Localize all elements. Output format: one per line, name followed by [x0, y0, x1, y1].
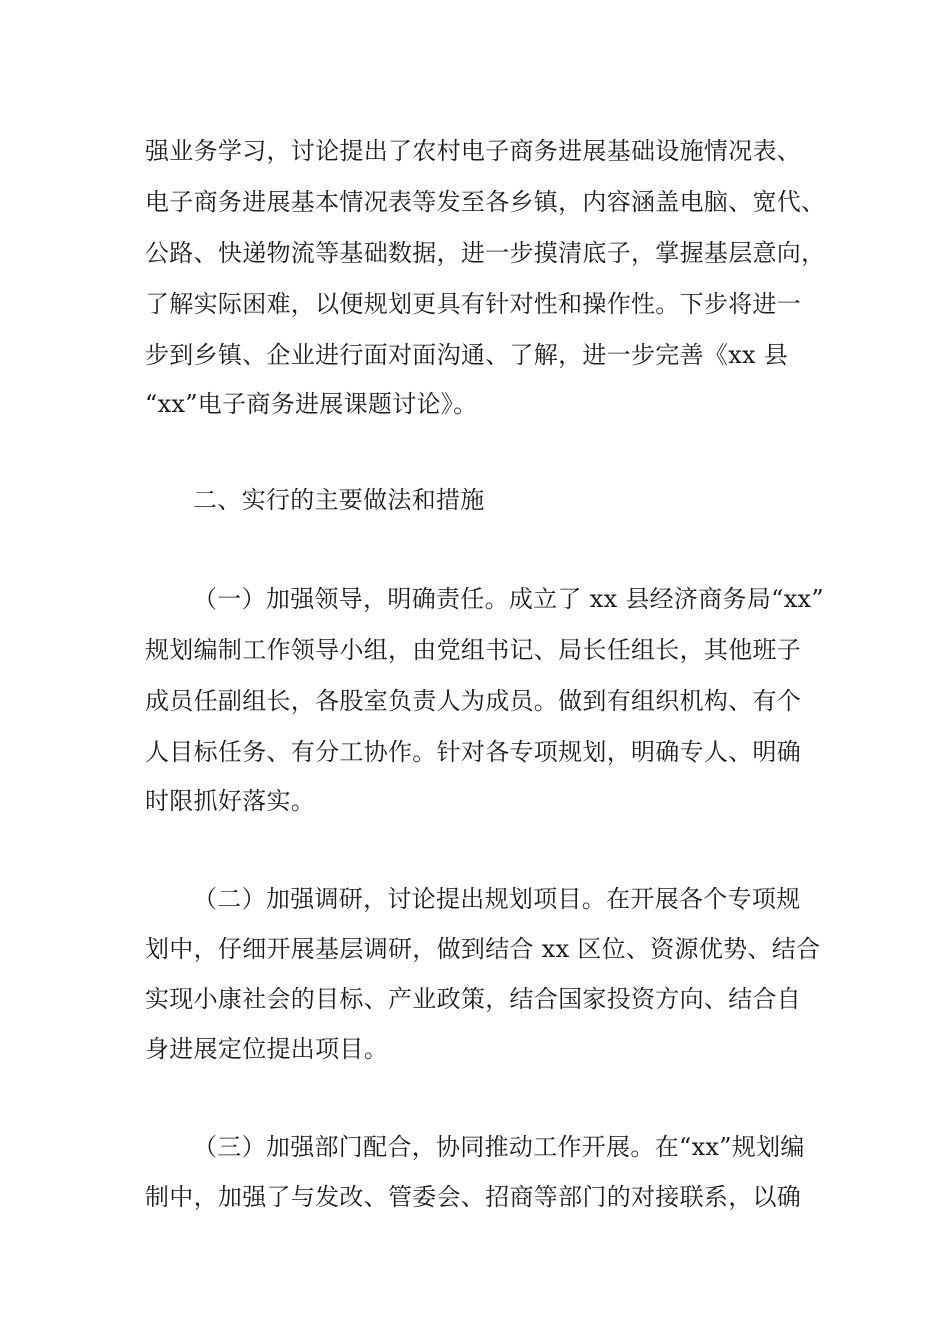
para0-line-4: 了解实际困难，以便规划更具有针对性和操作性。下步将进一: [145, 290, 802, 318]
para3-line-2: 制中，加强了与发改、管委会、招商等部门的对接联系，以确: [145, 1183, 802, 1211]
para1-line-1: （一）加强领导，明确责任。成立了 xx 县经济商务局“xx”: [193, 585, 824, 613]
para2-line-1: （二）加强调研，讨论提出规划项目。在开展各个专项规: [193, 885, 801, 913]
para0-line-1: 强业务学习，讨论提出了农村电子商务进展基础设施情况表、: [145, 137, 802, 165]
para1-line-4: 人目标任务、有分工协作。针对各专项规划，明确专人、明确: [145, 738, 802, 766]
para1-line-2: 规划编制工作领导小组，由党组书记、局长任组长，其他班子: [145, 636, 802, 664]
para1-line-5: 时限抓好落实。: [145, 787, 316, 815]
para0-line-5: 步到乡镇、企业进行面对面沟通、了解，进一步完善《xx 县: [145, 341, 789, 369]
para2-line-2: 划中，仔细开展基层调研，做到结合 xx 区位、资源优势、结合: [145, 935, 821, 963]
para0-line-2: 电子商务进展基本情况表等发至各乡镇，内容涵盖电脑、宽代、: [145, 188, 826, 216]
section-heading: 二、实行的主要做法和措施: [193, 486, 485, 514]
para0-line-3: 公路、快递物流等基础数据，进一步摸清底子，掌握基层意向，: [145, 239, 826, 267]
para1-line-3: 成员任副组长，各股室负责人为成员。做到有组织机构、有个: [145, 687, 802, 715]
para0-line-6: “xx”电子商务进展课题讨论》。: [145, 390, 478, 418]
para2-line-4: 身进展定位提出项目。: [145, 1035, 388, 1063]
para3-line-1: （三）加强部门配合，协同推动工作开展。在“xx”规划编: [193, 1133, 805, 1161]
para2-line-3: 实现小康社会的目标、产业政策，结合国家投资方向、结合自: [145, 985, 802, 1013]
